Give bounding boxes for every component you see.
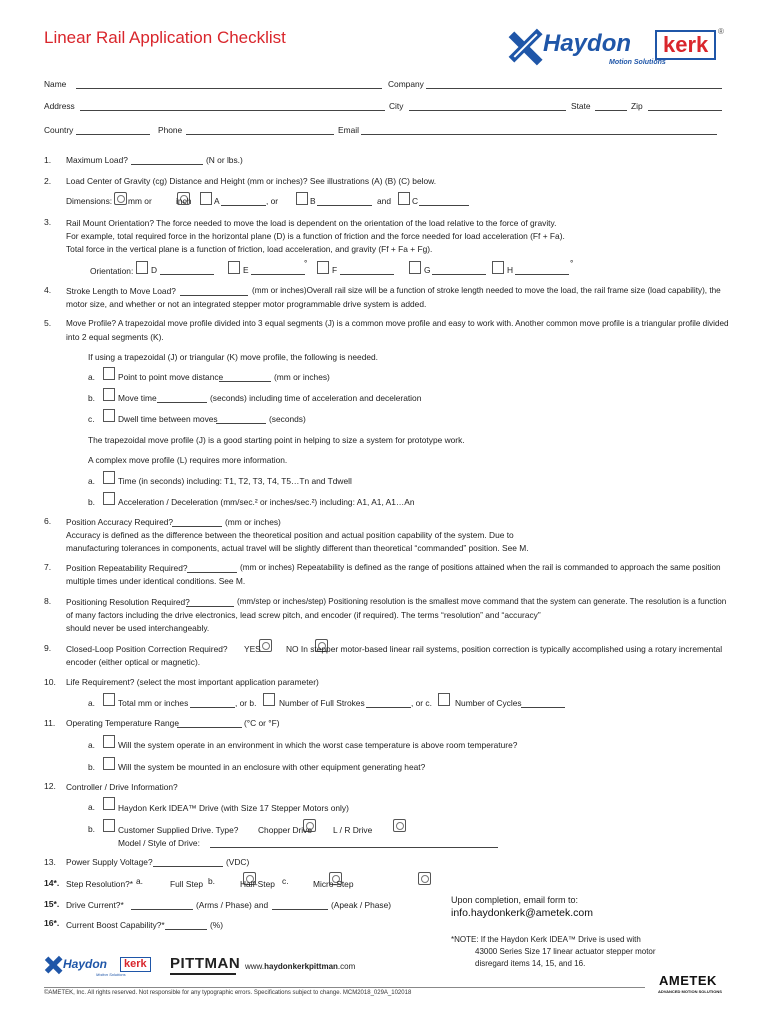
item-5ca-text: Time (in seconds) including: T1, T2, T3, T4, T5…Tn and Tdwell <box>118 476 352 486</box>
item-5cb-text: Acceleration / Deceleration (mm/sec.² or inches/sec.²) including: A1, A1, A1…An <box>118 497 415 507</box>
orient-d-label: D <box>151 265 158 275</box>
mm-radio[interactable] <box>114 192 127 205</box>
item-10b-checkbox[interactable] <box>263 693 275 706</box>
address-field[interactable] <box>80 101 385 111</box>
item-5ca-checkbox[interactable] <box>103 471 115 484</box>
item-1-number: 1. <box>44 155 52 165</box>
orient-deg-2: ° <box>570 258 574 268</box>
item-16-number: 16*. <box>44 918 60 928</box>
item-9-number: 9. <box>44 643 52 653</box>
item-14a-letter: a. <box>136 876 143 886</box>
item-9-line-2: encoder (either optical or magnetic). <box>66 657 201 667</box>
total-mm-field[interactable] <box>190 698 235 708</box>
city-field[interactable] <box>409 101 566 111</box>
orient-f-field[interactable] <box>340 265 394 275</box>
item-11a-text: Will the system operate in an environment in which the worst case temperature is above room temperature? <box>118 740 518 750</box>
item-3-line-2: For example, total required force in the horizontal plane (D) is a function of friction and the force needed for load acceleration (Ff + Fa). <box>66 231 565 241</box>
item-12-label: Controller / Drive Information? <box>66 782 178 792</box>
item-14b-letter: b. <box>208 876 215 886</box>
item-5b-letter: b. <box>88 393 95 403</box>
orient-g-checkbox[interactable] <box>409 261 421 274</box>
item-2-text: Load Center of Gravity (cg) Distance and Height (mm or inches)? See illustrations (A) (B) (C) below. <box>66 176 437 186</box>
item-4-line-1: (mm or inches)Overall rail size will be a function of stroke length needed to move the load, the rail frame size (load capability), the <box>252 286 721 295</box>
temp-range-field[interactable] <box>177 718 242 728</box>
half-step-label: Half-Step <box>240 879 275 889</box>
item-5a-letter: a. <box>88 372 95 382</box>
item-10c-checkbox[interactable] <box>438 693 450 706</box>
orient-g-label: G <box>424 265 431 275</box>
item-12-number: 12. <box>44 781 56 791</box>
item-10a-checkbox[interactable] <box>103 693 115 706</box>
footer-url[interactable] <box>245 962 355 971</box>
orient-d-checkbox[interactable] <box>136 261 148 274</box>
item-13-number: 13. <box>44 857 56 867</box>
logo-kerk-text: kerk <box>655 30 716 60</box>
note-line-3: disregard items 14, 15, and 16. <box>475 959 586 968</box>
item-1-units: (N or lbs.) <box>206 155 243 165</box>
dwell-time-field[interactable] <box>216 414 266 424</box>
footer-url-pre: www. <box>245 962 265 971</box>
item-10a-text: Total mm or inches <box>118 698 189 708</box>
orient-h-label: H <box>507 265 514 275</box>
haydon-kerk-emblem-icon <box>507 27 547 67</box>
logo-tagline: Motion Solutions <box>609 59 666 66</box>
footer-haydon-text: Haydon <box>63 957 108 971</box>
item-6-units: (mm or inches) <box>225 517 281 527</box>
item-11-label: Operating Temperature Range <box>66 718 179 728</box>
item-13-units: (VDC) <box>226 857 250 867</box>
stroke-length-field[interactable] <box>180 286 248 296</box>
item-5-line-1: Move Profile? A trapezoidal move profile divided into 3 equal segments (J) is a common move profile and easy to work with. Another common move profile is a triangular profile divided <box>66 319 729 328</box>
current-boost-field[interactable] <box>165 920 207 930</box>
orient-g-field[interactable] <box>432 265 486 275</box>
model-style-label: Model / Style of Drive: <box>118 838 200 848</box>
item-5b-checkbox[interactable] <box>103 388 115 401</box>
item-6-number: 6. <box>44 516 52 526</box>
phone-field[interactable] <box>186 125 334 135</box>
zip-label: Zip <box>631 101 643 111</box>
item-2-number: 2. <box>44 176 52 186</box>
dim-a-field[interactable] <box>221 196 266 206</box>
zip-field[interactable] <box>648 101 722 111</box>
model-style-field[interactable] <box>210 838 498 848</box>
apeak-label: (Apeak / Phase) <box>331 900 392 910</box>
orient-f-label: F <box>332 265 338 275</box>
item-10-or-c: , or c. <box>411 698 432 708</box>
orient-e-field[interactable] <box>251 265 305 275</box>
ametek-tagline: ADVANCED MOTION SOLUTIONS <box>658 989 722 994</box>
country-field[interactable] <box>76 125 150 135</box>
micro-step-radio[interactable] <box>418 872 431 885</box>
dim-a-label: A <box>214 196 220 206</box>
lr-drive-radio[interactable] <box>393 819 406 832</box>
company-label: Company <box>388 79 424 89</box>
haydon-kerk-logo <box>507 22 725 68</box>
ametek-logo: AMETEK <box>659 973 717 988</box>
dim-c-label: C <box>412 196 419 206</box>
item-8-line-2: of many factors including the drive electronics, lead screw pitch, and encoder (if required). The terms “resolution” and “accuracy” <box>66 610 541 620</box>
repeatability-field[interactable] <box>187 563 237 573</box>
item-5-complex-note: A complex move profile (L) requires more information. <box>88 455 288 465</box>
item-8-line-3: should never be used interchangeably. <box>66 623 210 633</box>
item-6-line-3: manufacturing tolerances in components, actual travel will be slightly different than theoretical “commanded” position. See M. <box>66 543 529 553</box>
item-8-label: Positioning Resolution Required? <box>66 597 190 607</box>
item-12a-checkbox[interactable] <box>103 797 115 810</box>
item-11a-checkbox[interactable] <box>103 735 115 748</box>
item-10a-letter: a. <box>88 698 95 708</box>
cycles-field[interactable] <box>521 698 565 708</box>
item-11b-letter: b. <box>88 762 95 772</box>
logo-registered: ® <box>718 27 724 36</box>
item-10c-text: Number of Cycles <box>455 698 522 708</box>
item-5c-text: Dwell time between moves <box>118 414 218 424</box>
footer-emblem-icon <box>44 955 64 975</box>
item-5ca-letter: a. <box>88 476 95 486</box>
dimensions-label: Dimensions: <box>66 196 113 206</box>
item-5b-text: Move time <box>118 393 157 403</box>
item-5-trap-note: The trapezoidal move profile (J) is a good starting point in helping to size a system for prototype work. <box>88 435 465 445</box>
item-3-number: 3. <box>44 217 52 227</box>
orient-d-field[interactable] <box>160 265 214 275</box>
footer-kerk-text: kerk <box>120 957 151 972</box>
note-line-1: *NOTE: If the Haydon Kerk IDEA™ Drive is used with <box>451 935 641 944</box>
item-9-label: Closed-Loop Position Correction Required? <box>66 644 228 654</box>
orient-deg-1: ° <box>304 258 308 268</box>
item-7-label: Position Repeatability Required? <box>66 563 188 573</box>
orientation-label: Orientation: <box>90 266 134 276</box>
item-12b-letter: b. <box>88 824 95 834</box>
dim-b-label: B <box>310 196 316 206</box>
item-14-label: Step Resolution?* <box>66 879 134 889</box>
item-8-line-1: (mm/step or inches/step) Positioning resolution is the smallest move command that the system can generate. The resolution is a function <box>237 597 727 606</box>
footer-haydon-kerk-logo <box>44 955 162 977</box>
item-5c-checkbox[interactable] <box>103 409 115 422</box>
item-16-units: (%) <box>210 920 224 930</box>
dim-b-checkbox[interactable] <box>296 192 308 205</box>
country-label: Country <box>44 125 74 135</box>
chopper-drive-label: Chopper Drive <box>258 825 312 835</box>
accuracy-field[interactable] <box>172 517 222 527</box>
item-14-number: 14*. <box>44 878 60 888</box>
item-5a-text: Point to point move distance <box>118 372 224 382</box>
phone-label: Phone <box>158 125 183 135</box>
pittman-underline <box>170 973 236 975</box>
item-4-line-2: motor size, and whether or not an integrated stepper motor programmable drive system is added. <box>66 299 427 309</box>
state-field[interactable] <box>595 101 627 111</box>
move-distance-field[interactable] <box>219 372 271 382</box>
item-15-number: 15*. <box>44 899 60 909</box>
page-title: Linear Rail Application Checklist <box>44 28 286 47</box>
item-12b-text: Customer Supplied Drive. Type? <box>118 825 239 835</box>
item-5a-checkbox[interactable] <box>103 367 115 380</box>
orient-f-checkbox[interactable] <box>317 261 329 274</box>
item-7-number: 7. <box>44 562 52 572</box>
full-strokes-field[interactable] <box>366 698 411 708</box>
dim-c-field[interactable] <box>419 196 469 206</box>
item-13-label: Power Supply Voltage? <box>66 857 153 867</box>
item-8-number: 8. <box>44 596 52 606</box>
item-5-line-2: into 2 equal segments (K). <box>66 332 164 342</box>
note-line-2: 43000 Series Size 17 linear actuator stepper motor <box>475 947 656 956</box>
completion-text: Upon completion, email form to: <box>451 895 579 905</box>
full-step-label: Full Step <box>170 879 204 889</box>
footer-url-bold: haydonkerkpittman <box>264 962 338 971</box>
item-10-label: Life Requirement? (select the most important application parameter) <box>66 677 319 687</box>
email-label: Email <box>338 125 359 135</box>
footer-divider <box>44 987 645 988</box>
item-5a-units: (mm or inches) <box>274 372 330 382</box>
footer-copyright: ©AMETEK, Inc. All rights reserved. Not responsible for any typographic errors. Specifications subject to change. MCM2018_029A_102018 <box>44 990 412 996</box>
logo-haydon-text: Haydon <box>543 30 632 57</box>
arms-field[interactable] <box>131 900 193 910</box>
address-label: Address <box>44 101 75 111</box>
footer-tagline: Motion Solutions <box>96 972 126 977</box>
name-label: Name <box>44 79 67 89</box>
max-load-field[interactable] <box>131 155 203 165</box>
item-5b-units: (seconds) including time of acceleration and deceleration <box>210 393 422 403</box>
item-11b-text: Will the system be mounted in an enclosure with other equipment generating heat? <box>118 762 426 772</box>
item-12b-checkbox[interactable] <box>103 819 115 832</box>
resolution-field[interactable] <box>186 597 234 607</box>
item-6-line-2: Accuracy is defined as the difference between the theoretical position and actual position capability of the system. Due to <box>66 530 514 540</box>
item-12a-text: Haydon Kerk IDEA™ Drive (with Size 17 Stepper Motors only) <box>118 803 349 813</box>
item-10b-text: Number of Full Strokes <box>279 698 365 708</box>
item-3-line-3: Total force in the vertical plane is a function of friction, load acceleration, and gravity (Ff + Fa + Fg). <box>66 244 433 254</box>
item-12a-letter: a. <box>88 802 95 812</box>
dim-c-checkbox[interactable] <box>398 192 410 205</box>
item-5-intro: If using a trapezoidal (J) or triangular (K) move profile, the following is needed. <box>88 352 379 362</box>
item-16-label: Current Boost Capability?* <box>66 920 165 930</box>
dim-or-label: , or <box>266 196 279 206</box>
item-4-label: Stroke Length to Move Load? <box>66 286 176 296</box>
item-5-number: 5. <box>44 318 52 328</box>
item-15-label: Drive Current?* <box>66 900 124 910</box>
item-10-or-b: , or b. <box>235 698 257 708</box>
micro-step-label: Micro-Step <box>313 879 354 889</box>
item-5c-letter: c. <box>88 414 95 424</box>
arms-label: (Arms / Phase) and <box>196 900 269 910</box>
item-3-line-1: Rail Mount Orientation? The force needed to move the load is dependent on the orientation of the load relative to the force of gravity. <box>66 218 557 228</box>
apeak-field[interactable] <box>272 900 328 910</box>
item-1-text: Maximum Load? <box>66 155 128 165</box>
item-4-number: 4. <box>44 285 52 295</box>
name-field[interactable] <box>76 79 382 89</box>
item-14c-letter: c. <box>282 876 289 886</box>
item-11b-checkbox[interactable] <box>103 757 115 770</box>
closed-loop-yes-label: YES <box>244 644 261 654</box>
item-5cb-checkbox[interactable] <box>103 492 115 505</box>
item-11-number: 11. <box>44 718 56 728</box>
dim-a-checkbox[interactable] <box>200 192 212 205</box>
supply-voltage-field[interactable] <box>153 857 223 867</box>
item-11a-letter: a. <box>88 740 95 750</box>
orient-h-checkbox[interactable] <box>492 261 504 274</box>
orient-e-checkbox[interactable] <box>228 261 240 274</box>
orient-h-field[interactable] <box>515 265 569 275</box>
item-11-units: (°C or °F) <box>244 718 280 728</box>
lr-drive-label: L / R Drive <box>333 825 373 835</box>
completion-email[interactable]: info.haydonkerk@ametek.com <box>451 907 593 919</box>
email-field[interactable] <box>361 125 717 135</box>
item-7-line-2: multiple times under identical conditions. See M. <box>66 576 246 586</box>
item-9-line-1: NO In stepper motor-based linear rail systems, position correction is typically accomplished using a rotary incremental <box>286 644 723 654</box>
state-label: State <box>571 101 591 111</box>
city-label: City <box>389 101 404 111</box>
name-row <box>44 79 66 89</box>
dim-b-field[interactable] <box>317 196 372 206</box>
mm-or-label: mm or <box>128 196 152 206</box>
item-7-line-1: (mm or inches) Repeatability is defined as the range of positions attained when the rail is commanded to approach the same position <box>240 563 721 572</box>
item-5c-units: (seconds) <box>269 414 306 424</box>
item-10-number: 10. <box>44 677 56 687</box>
pittman-logo: PITTMAN <box>170 955 241 972</box>
footer-url-post: .com <box>337 962 356 971</box>
company-field[interactable] <box>426 79 722 89</box>
orient-e-label: E <box>243 265 249 275</box>
dim-and-label: and <box>377 196 391 206</box>
item-6-label: Position Accuracy Required? <box>66 517 174 527</box>
move-time-field[interactable] <box>157 393 207 403</box>
item-5cb-letter: b. <box>88 497 95 507</box>
inch-label: inch <box>176 196 192 206</box>
